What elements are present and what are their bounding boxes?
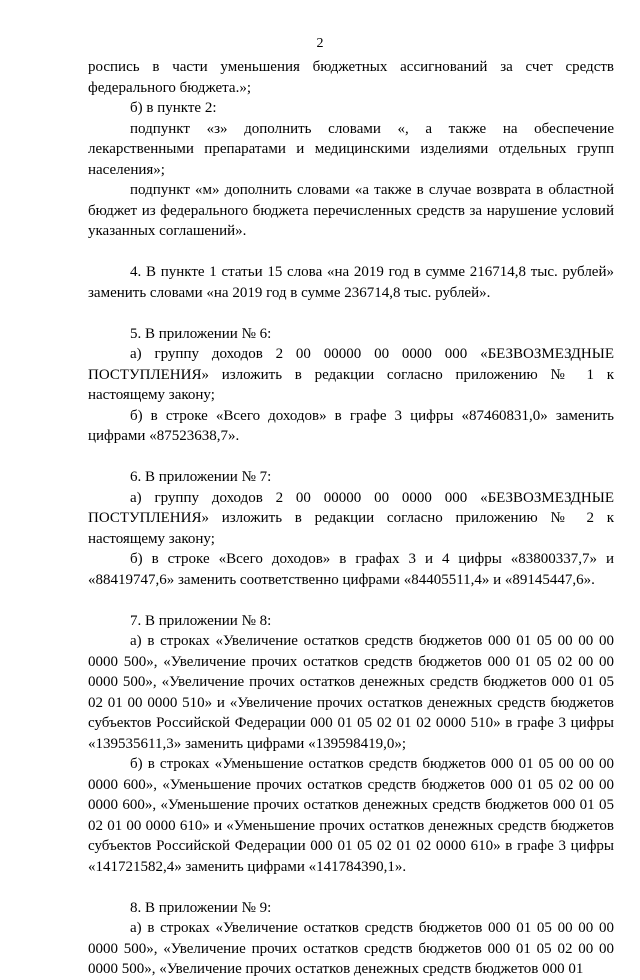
paragraph-spacer — [88, 447, 614, 468]
paragraph: 7. В приложении № 8: — [130, 612, 272, 629]
paragraph: б) в строке «Всего доходов» в графах 3 и 4 цифры «83800337,7» и «88419747,6» заменить соответственно цифрами «84405511,4» и «89145447,6». — [88, 551, 614, 588]
paragraph: подпункт «з» дополнить словами «, а также на обеспечение лекарственными препаратами и медицинскими изделиями отдельных групп населения»; — [88, 120, 614, 178]
paragraph: а) в строках «Увеличение остатков средств бюджетов 000 01 05 00 00 00 0000 500», «Увеличение прочих остатков средств бюджетов 000 01 05 02 00 00 0000 500», «Увеличение прочих остатков денежных средств бюджетов 000 01 05 02 01 00 0000 510» и «Увеличение прочих остатков денежных средств бюджетов субъектов Российской Федерации 000 01 05 02 01 02 0000 510» в графе 3 цифры «139535611,3» заменить цифрами «139598419,0»; — [88, 633, 614, 752]
page-number: 2 — [316, 36, 324, 51]
paragraph: 8. В приложении № 9: — [130, 899, 272, 916]
paragraph: а) группу доходов 2 00 00000 00 0000 000 «БЕЗВОЗМЕЗДНЫЕ ПОСТУПЛЕНИЯ» изложить в редакции согласно приложению № 1 к настоящему закону; — [88, 346, 614, 403]
document-body — [88, 57, 614, 980]
paragraph-spacer — [88, 303, 614, 324]
paragraph: б) в строках «Уменьшение остатков средств бюджетов 000 01 05 00 00 00 0000 600», «Уменьшение прочих остатков средств бюджетов 000 01 05 02 00 00 0000 600», «Уменьшение прочих остатков денежных средств бюджетов 000 01 05 02 01 00 0000 610» и «Уменьшение прочих остатков денежных средств бюджетов субъектов Российской Федерации 000 01 05 02 01 02 0000 610» в графе 3 цифры «141721582,4» заменить цифрами «141784390,1». — [88, 756, 614, 875]
paragraph: роспись в части уменьшения бюджетных ассигнований за счет средств федерального бюджета.»; — [88, 59, 614, 96]
paragraph: а) группу доходов 2 00 00000 00 0000 000 «БЕЗВОЗМЕЗДНЫЕ ПОСТУПЛЕНИЯ» изложить в редакции согласно приложению № 2 к настоящему закону; — [88, 489, 614, 547]
paragraph: 4. В пункте 1 статьи 15 слова «на 2019 год в сумме 216714,8 тыс. рублей» заменить словами «на 2019 год в сумме 236714,8 тыс. рублей». — [88, 264, 614, 301]
paragraph: б) в пункте 2: — [130, 100, 217, 116]
paragraph: б) в строке «Всего доходов» в графе 3 цифры «87460831,0» заменить цифрами «87523638,7». — [88, 407, 614, 444]
paragraph-spacer — [88, 590, 614, 611]
paragraph: а) в строках «Увеличение остатков средств бюджетов 000 01 05 00 00 00 0000 500», «Увеличение прочих остатков средств бюджетов 000 01 05 02 00 00 0000 500», «Увеличение прочих остатков денежных средств бюджетов 000 01 — [88, 920, 614, 977]
paragraph: подпункт «м» дополнить словами «а также в случае возврата в областной бюджет из федерального бюджета перечисленных средств за нарушение условий указанных соглашений». — [88, 182, 614, 239]
paragraph-spacer — [88, 877, 614, 898]
paragraph: 5. В приложении № 6: — [130, 325, 272, 342]
paragraph: 6. В приложении № 7: — [130, 469, 272, 485]
paragraph-spacer — [88, 242, 614, 263]
